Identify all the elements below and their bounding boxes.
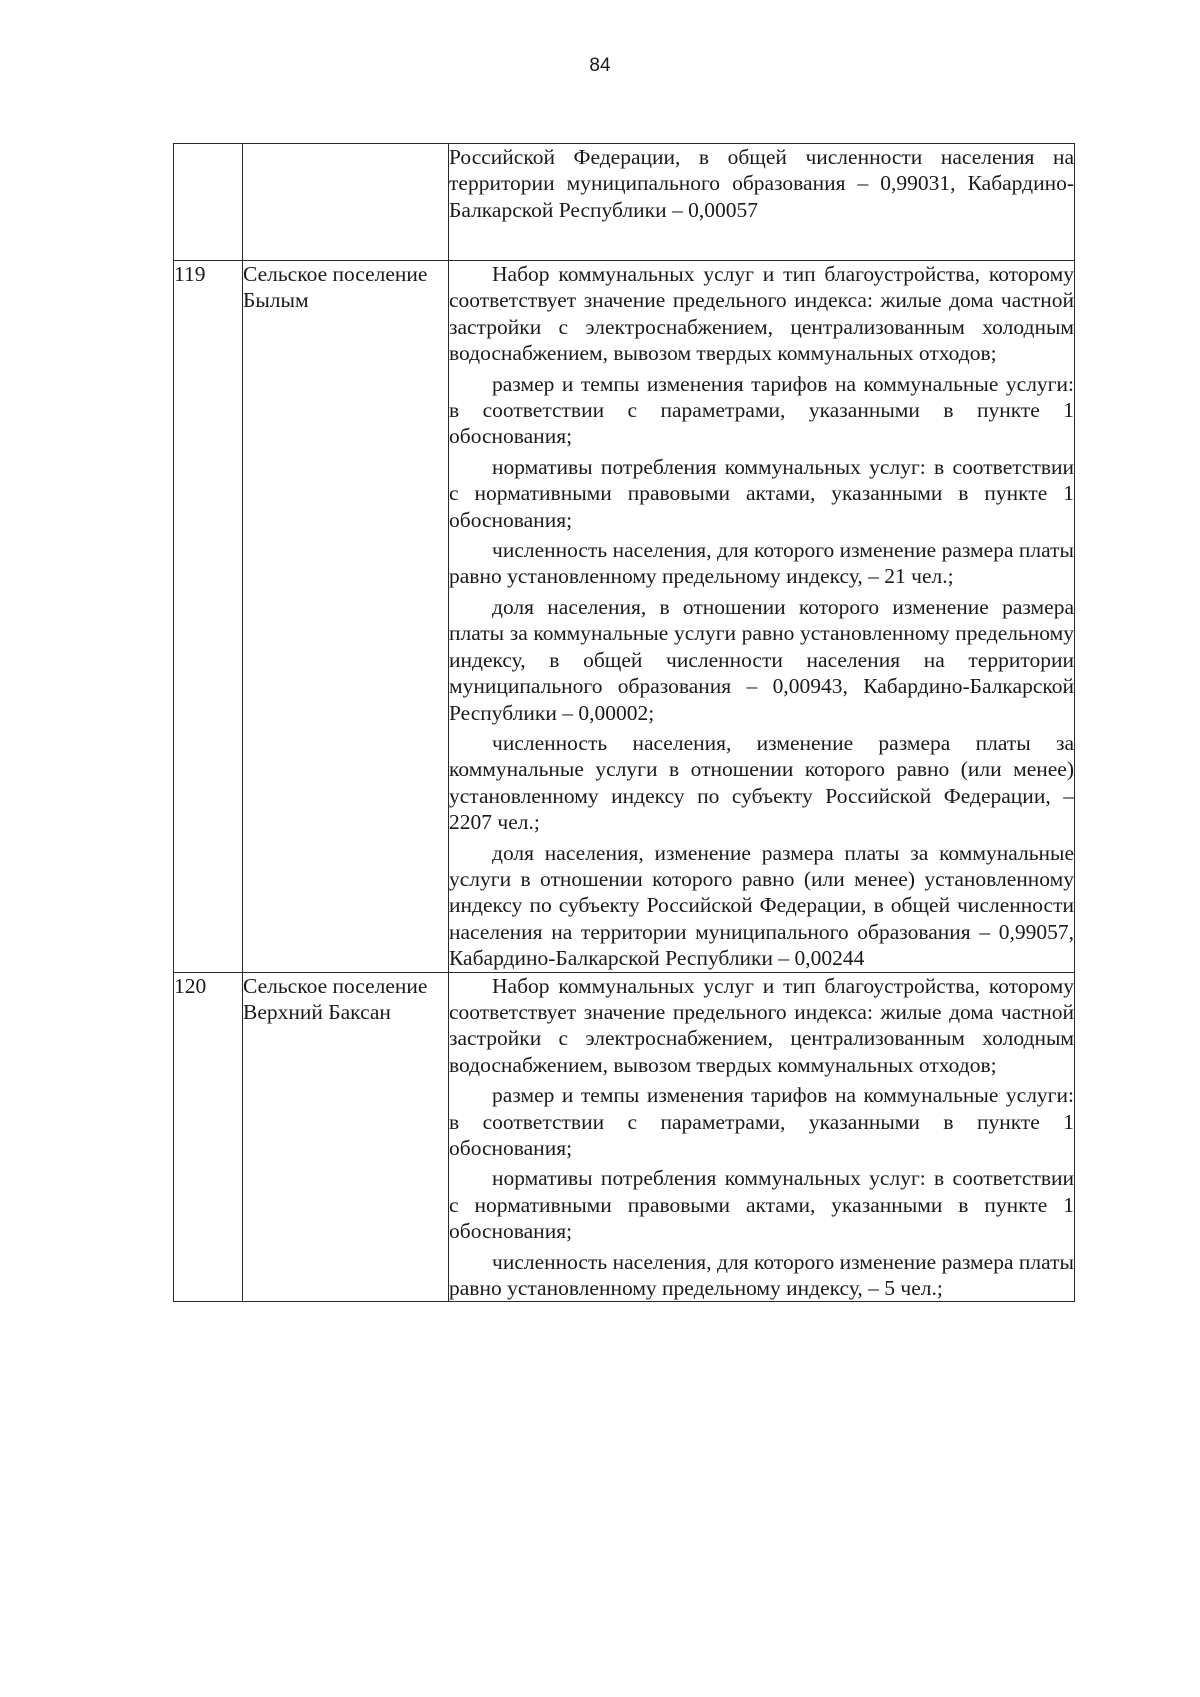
paragraph-population-count-subject: численность населения, изменение размера платы за коммунальные услуги в отношении которого равно (или менее) установленному индексу по субъекту Российской Федерации, – 2207 чел.; (449, 730, 1074, 835)
table-row-120 (174, 972, 1075, 1302)
municipal-indices-table (173, 143, 1075, 1302)
table-row-119 (174, 261, 1075, 973)
paragraph-population-share-subject: доля населения, изменение размера платы за коммунальные услуги в отношении которого равно (или менее) установленному индексу по субъекту Российской Федерации, в общей численности населения на территории муниципального образования – 0,99057, Кабардино-Балкарской Республики – 0,00244 (449, 840, 1074, 971)
paragraph-tariffs: размер и темпы изменения тарифов на коммунальные услуги: в соответствии с параметрами, указанными в пункте 1 обоснования; (449, 371, 1074, 449)
municipality-name-cell (243, 144, 449, 261)
description-cell (449, 144, 1075, 261)
paragraph-tariffs: размер и темпы изменения тарифов на коммунальные услуги: в соответствии с параметрами, указанными в пункте 1 обоснования; (449, 1083, 1074, 1160)
paragraph-consumption-norms: нормативы потребления коммунальных услуг: в соответствии с нормативными правовыми актами, указанными в пункте 1 обоснования; (449, 1166, 1074, 1244)
paragraph-population-share: доля населения, в отношении которого изменение размера платы за коммунальные услуги равно установленному предельному индексу, в общей численности населения на территории муниципального образования – 0,00943, Кабардино-Балкарской Республики – 0,00002; (449, 594, 1074, 725)
row-number: 120 (174, 972, 243, 1302)
municipality-name: Сельское поселение Былым (243, 261, 449, 973)
row-number: 119 (174, 261, 243, 973)
paragraph-population-count: численность населения, для которого изменение размера платы равно установленному предельному индексу, – 5 чел.; (449, 1249, 1074, 1301)
description-cell (449, 261, 1075, 973)
description-cell (449, 972, 1075, 1302)
continuation-paragraph: Российской Федерации, в общей численности населения на территории муниципального образования – 0,99031, Кабардино-Балкарской Республики – 0,00057 (449, 145, 1074, 222)
municipality-name: Сельское поселение Верхний Баксан (243, 972, 449, 1302)
row-number-cell (174, 144, 243, 261)
table-row-continuation (174, 144, 1075, 261)
paragraph-service-set: Набор коммунальных услуг и тип благоустройства, которому соответствует значение предельного индекса: жилые дома частной застройки с электроснабжением, централизованным холодным водоснабжением, вывозом твердых коммунальных отходов; (449, 262, 1074, 366)
paragraph-population-count: численность населения, для которого изменение размера платы равно установленному предельному индексу, – 21 чел.; (449, 538, 1074, 589)
paragraph-service-set: Набор коммунальных услуг и тип благоустройства, которому соответствует значение предельного индекса: жилые дома частной застройки с электроснабжением, централизованным холодным водоснабжением, вывозом твердых коммунальных отходов; (449, 973, 1074, 1077)
page-number: 84 (589, 55, 611, 76)
paragraph-consumption-norms: нормативы потребления коммунальных услуг: в соответствии с нормативными правовыми актами, указанными в пункте 1 обоснования; (449, 454, 1074, 532)
